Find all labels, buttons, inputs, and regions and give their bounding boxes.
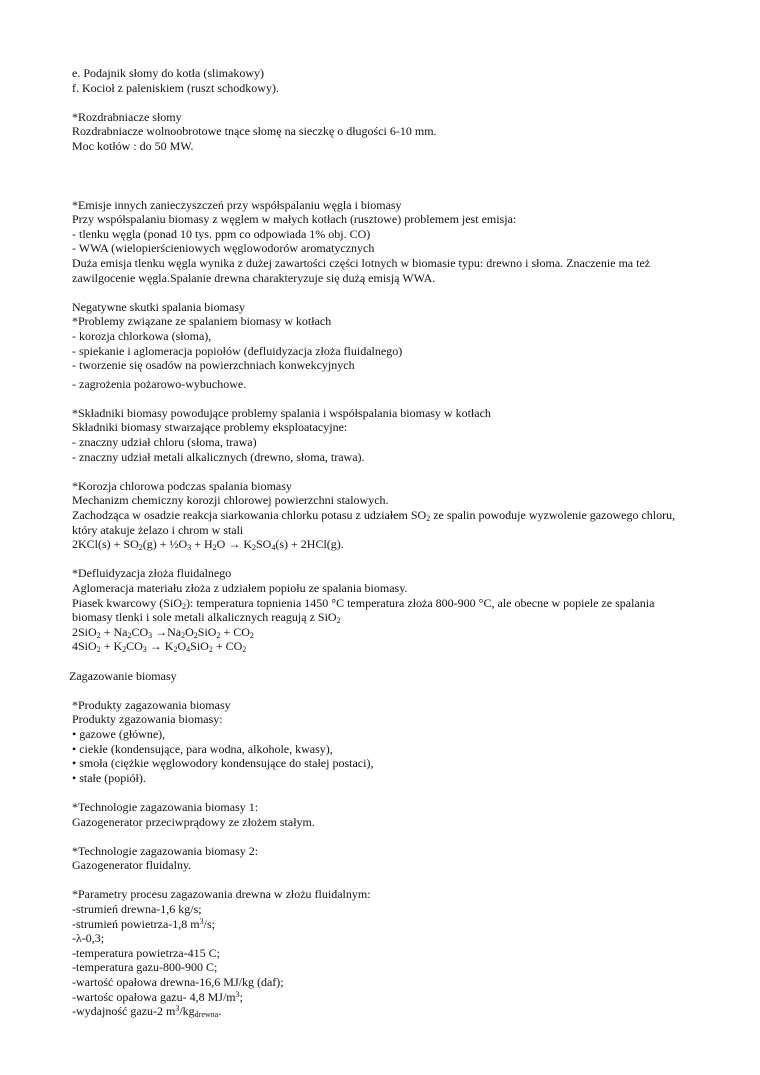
chemical-equation: $4SiO_2 + K_2CO_3 \to K_2O_4SiO_2 + CO_2$ (72, 639, 247, 655)
section-heading: *Składniki biomasy powodujące problemy spalania i współspalania biomasy w kotłach (72, 405, 491, 420)
section-title: Zagazowanie biomasy (69, 668, 177, 683)
list-line: e. Podajnik słomy do kotła (slimakowy) (72, 66, 264, 80)
parameter-line: -wydajność gazu-2 $m^3/kg_{drewna}$. (72, 1004, 222, 1020)
section-heading: *Technologie zagazowania biomasy 2: (72, 843, 259, 858)
parameter-line: -strumień powietrza-1,8 $m^3/s$; (72, 916, 215, 931)
list-line: - zagrożenia pożarowo-wybuchowe. (72, 376, 247, 391)
section-heading: *Parametry procesu zagazowania drewna w złożu fluidalnym: (72, 887, 371, 902)
paragraph-line: Moc kotłów : do 50 MW. (72, 138, 194, 153)
section-heading: *Emisje innych zanieczyszczeń przy współspalaniu węgla i biomasy (72, 197, 402, 212)
list-line: - tworzenie się osadów na powierzchniach konwekcyjnych (72, 358, 355, 373)
parameter-line: -strumień drewna-1,6 kg/s; (72, 902, 202, 917)
paragraph: Piasek kwarcowy (SiO$_2$): temperatura topnienia 1450 °C temperatura złoża 800-900 °C, ale obecne w popiele ze spalania biomasy tlenki i sole metali alkalicznych reagują z SiO$_2$ (72, 595, 655, 626)
bullet-item: • stałe (popiół). (72, 770, 146, 785)
section-heading: *Korozja chlorowa podczas spalania biomasy (72, 478, 292, 493)
paragraph-line: Gazogenerator przeciwprądowy ze złożem stałym. (72, 814, 315, 829)
bullet-item: • ciekłe (kondensujące, para wodna, alkohole, kwasy), (72, 741, 333, 756)
list-line: - znaczny udział metali alkalicznych (drewno, słoma, trawa). (72, 449, 365, 464)
section-heading: Negatywne skutki spalania biomasy (72, 299, 245, 314)
list-line: - znaczny udział chloru (słoma, trawa) (72, 435, 257, 450)
paragraph-line: Rozdrabniacze wolnoobrotowe tnące słomę na sieczkę o długości 6-10 mm. (72, 124, 437, 139)
list-line: f. Kocioł z paleniskiem (ruszt schodkowy). (72, 80, 279, 95)
paragraph: Duża emisja tlenku węgla wynika z dużej zawartości części lotnych w biomasie typu: drewno i słoma. Znaczenie ma też zawilgocenie węgla.Spalanie drewna charakteryzuje się dużą emisją WWA. (72, 255, 651, 285)
list-line: - WWA (wielopierścieniowych węglowodorów aromatycznych (72, 241, 375, 256)
paragraph-line: Składniki biomasy stwarzające problemy eksploatacyjne: (72, 420, 348, 435)
chemical-equation: $2KCl(s) + SO_2(g)$ + $\frac{1}{2}O_3 + H_2O \to K_2SO_4(s) + 2HCl(g)$. (72, 537, 344, 553)
parameter-line: -wartość opałowa drewna-16,6 MJ/kg (daf); (72, 975, 284, 990)
list-line: - spiekanie i aglomeracja popiołów (defluidyzacja złoża fluidalnego) (72, 343, 403, 358)
section-heading: *Defluidyzacja złoża fluidalnego (72, 566, 232, 581)
bullet-item: • smoła (ciężkie węglowodory kondensujące do stałej postaci), (72, 756, 374, 771)
section-heading: *Produkty zagazowania biomasy (72, 697, 231, 712)
parameter-line: -temperatura powietrza-415 C; (72, 945, 220, 960)
paragraph-line: Produkty zgazowania biomasy: (72, 712, 223, 727)
section-heading: *Technologie zagazowania biomasy 1: (72, 799, 259, 814)
paragraph-line: Przy współspalaniu biomasy z węglem w małych kotłach (rusztowe) problemem jest emisja: (72, 212, 517, 227)
paragraph-line: Mechanizm chemiczny korozji chlorowej powierzchni stalowych. (72, 493, 389, 508)
bullet-item: • gazowe (główne), (72, 726, 166, 741)
section-heading: *Rozdrabniacze słomy (72, 109, 182, 124)
parameter-line: -temperatura gazu-800-900 C; (72, 960, 218, 975)
document-page (69, 66, 692, 1020)
parameter-line: -wartośc opałowa gazu- 4,8 $MJ/m^3$; (72, 989, 243, 1004)
paragraph-line: Aglomeracja materiału złoża z udziałem popiołu ze spalania biomasy. (72, 581, 408, 595)
section-heading: *Problemy związane ze spalaniem biomasy w kotłach (72, 314, 332, 329)
list-line: - tlenku węgla (ponad 10 tys. ppm co odpowiada 1% obj. CO) (72, 226, 371, 241)
chemical-equation: $2SiO_2 + Na_2CO_3 \to Na_2O_2SiO_2 + CO_2$ (72, 624, 254, 640)
paragraph-line: Gazogenerator fluidalny. (72, 858, 192, 873)
list-line: - korozja chlorkowa (słoma), (72, 328, 212, 343)
paragraph: Zachodząca w osadzie reakcja siarkowania chlorku potasu z udziałem $SO_2$ ze spalin powoduje wyzwolenie gazowego chloru, który atakuje żelazo i chrom w stali (72, 508, 676, 537)
parameter-line: -λ-0,3; (72, 931, 105, 946)
